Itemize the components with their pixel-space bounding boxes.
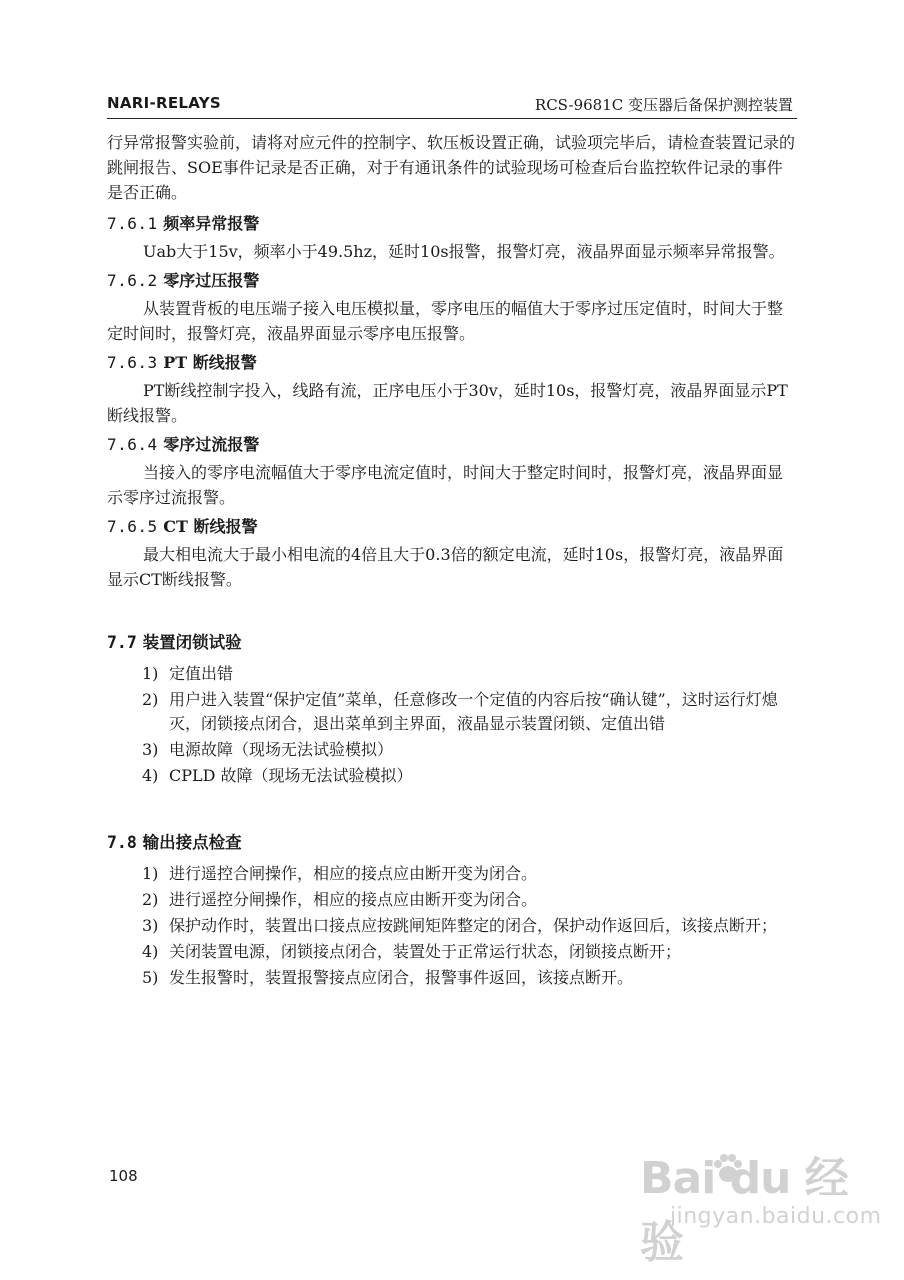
list-item: 3) 保护动作时，装置出口接点应按跳闸矩阵整定的闭合，保护动作返回后，该接点断开； <box>142 916 778 935</box>
section-heading: 7.6.4 零序过流报警 <box>107 435 260 454</box>
intro-paragraph: 行异常报警实验前，请将对应元件的控制字、软压板设置正确，试验项完毕后，请检查装置记录的跳闸报告、SOE事件记录是否正确，对于有通讯条件的试验现场可检查后台监控软件记录的事件是否正确。 <box>107 133 796 202</box>
output-contact-list <box>107 862 797 990</box>
section-body: PT断线控制字投入，线路有流，正序电压小于30v，延时10s，报警灯亮，液晶界面显示PT断线报警。 <box>107 381 788 425</box>
document-title: RCS-9681C 变压器后备保护测控装置 <box>534 96 793 114</box>
section-body: 当接入的零序电流幅值大于零序电流定值时，时间大于整定时间时，报警灯亮，液晶界面显示零序过流报警。 <box>107 463 784 507</box>
baidu-paw-icon <box>710 1150 746 1186</box>
baidu-watermark <box>640 1142 882 1268</box>
section-7-6-1 <box>107 211 797 264</box>
section-7-8-heading: 7.8 输出接点检查 <box>107 833 242 852</box>
watermark-logo: Bai du 经验 <box>640 1153 848 1268</box>
list-item: 4) CPLD 故障（现场无法试验模拟） <box>142 766 413 785</box>
section-7-6-4 <box>107 432 797 510</box>
page-number: 108 <box>109 1167 138 1185</box>
section-heading: 7.6.3 PT 断线报警 <box>107 353 257 372</box>
page-content <box>107 130 797 992</box>
watermark-url: jingyan.baidu.com <box>670 1204 882 1229</box>
page-header <box>107 94 797 118</box>
lockout-test-list <box>107 662 797 788</box>
section-7-7-heading: 7.7 装置闭锁试验 <box>107 633 242 652</box>
section-7-6-2 <box>107 268 797 346</box>
header-rule <box>107 118 797 119</box>
section-body: 从装置背板的电压端子接入电压模拟量，零序电压的幅值大于零序过压定值时，时间大于整定时间时，报警灯亮，液晶界面显示零序电压报警。 <box>107 299 784 343</box>
list-item: 1) 定值出错 <box>142 664 234 683</box>
list-item: 2) 进行遥控分闸操作，相应的接点应由断开变为闭合。 <box>142 890 538 909</box>
brand-name: NARI-RELAYS <box>107 94 222 112</box>
section-7-6-5 <box>107 514 797 592</box>
list-item: 5) 发生报警时，装置报警接点应闭合，报警事件返回，该接点断开。 <box>142 968 634 987</box>
section-heading: 7.6.5 CT 断线报警 <box>107 517 258 536</box>
section-7-6-3 <box>107 350 797 428</box>
list-item: 1) 进行遥控合闸操作，相应的接点应由断开变为闭合。 <box>142 864 538 883</box>
list-item: 2) 用户进入装置“保护定值”菜单，任意修改一个定值的内容后按“确认键”，这时运行灯熄灭，闭锁接点闭合，退出菜单到主界面，液晶显示装置闭锁、定值出错 <box>142 690 778 733</box>
list-item: 3) 电源故障（现场无法试验模拟） <box>142 740 394 759</box>
list-item: 4) 关闭装置电源，闭锁接点闭合，装置处于正常运行状态，闭锁接点断开； <box>142 942 682 961</box>
section-heading: 7.6.1 频率异常报警 <box>107 214 260 233</box>
section-body: 最大相电流大于最小相电流的4倍且大于0.3倍的额定电流，延时10s，报警灯亮，液晶界面显示CT断线报警。 <box>107 545 784 589</box>
section-heading: 7.6.2 零序过压报警 <box>107 271 260 290</box>
section-body: Uab大于15v，频率小于49.5hz，延时10s报警，报警灯亮，液晶界面显示频率异常报警。 <box>143 242 785 261</box>
